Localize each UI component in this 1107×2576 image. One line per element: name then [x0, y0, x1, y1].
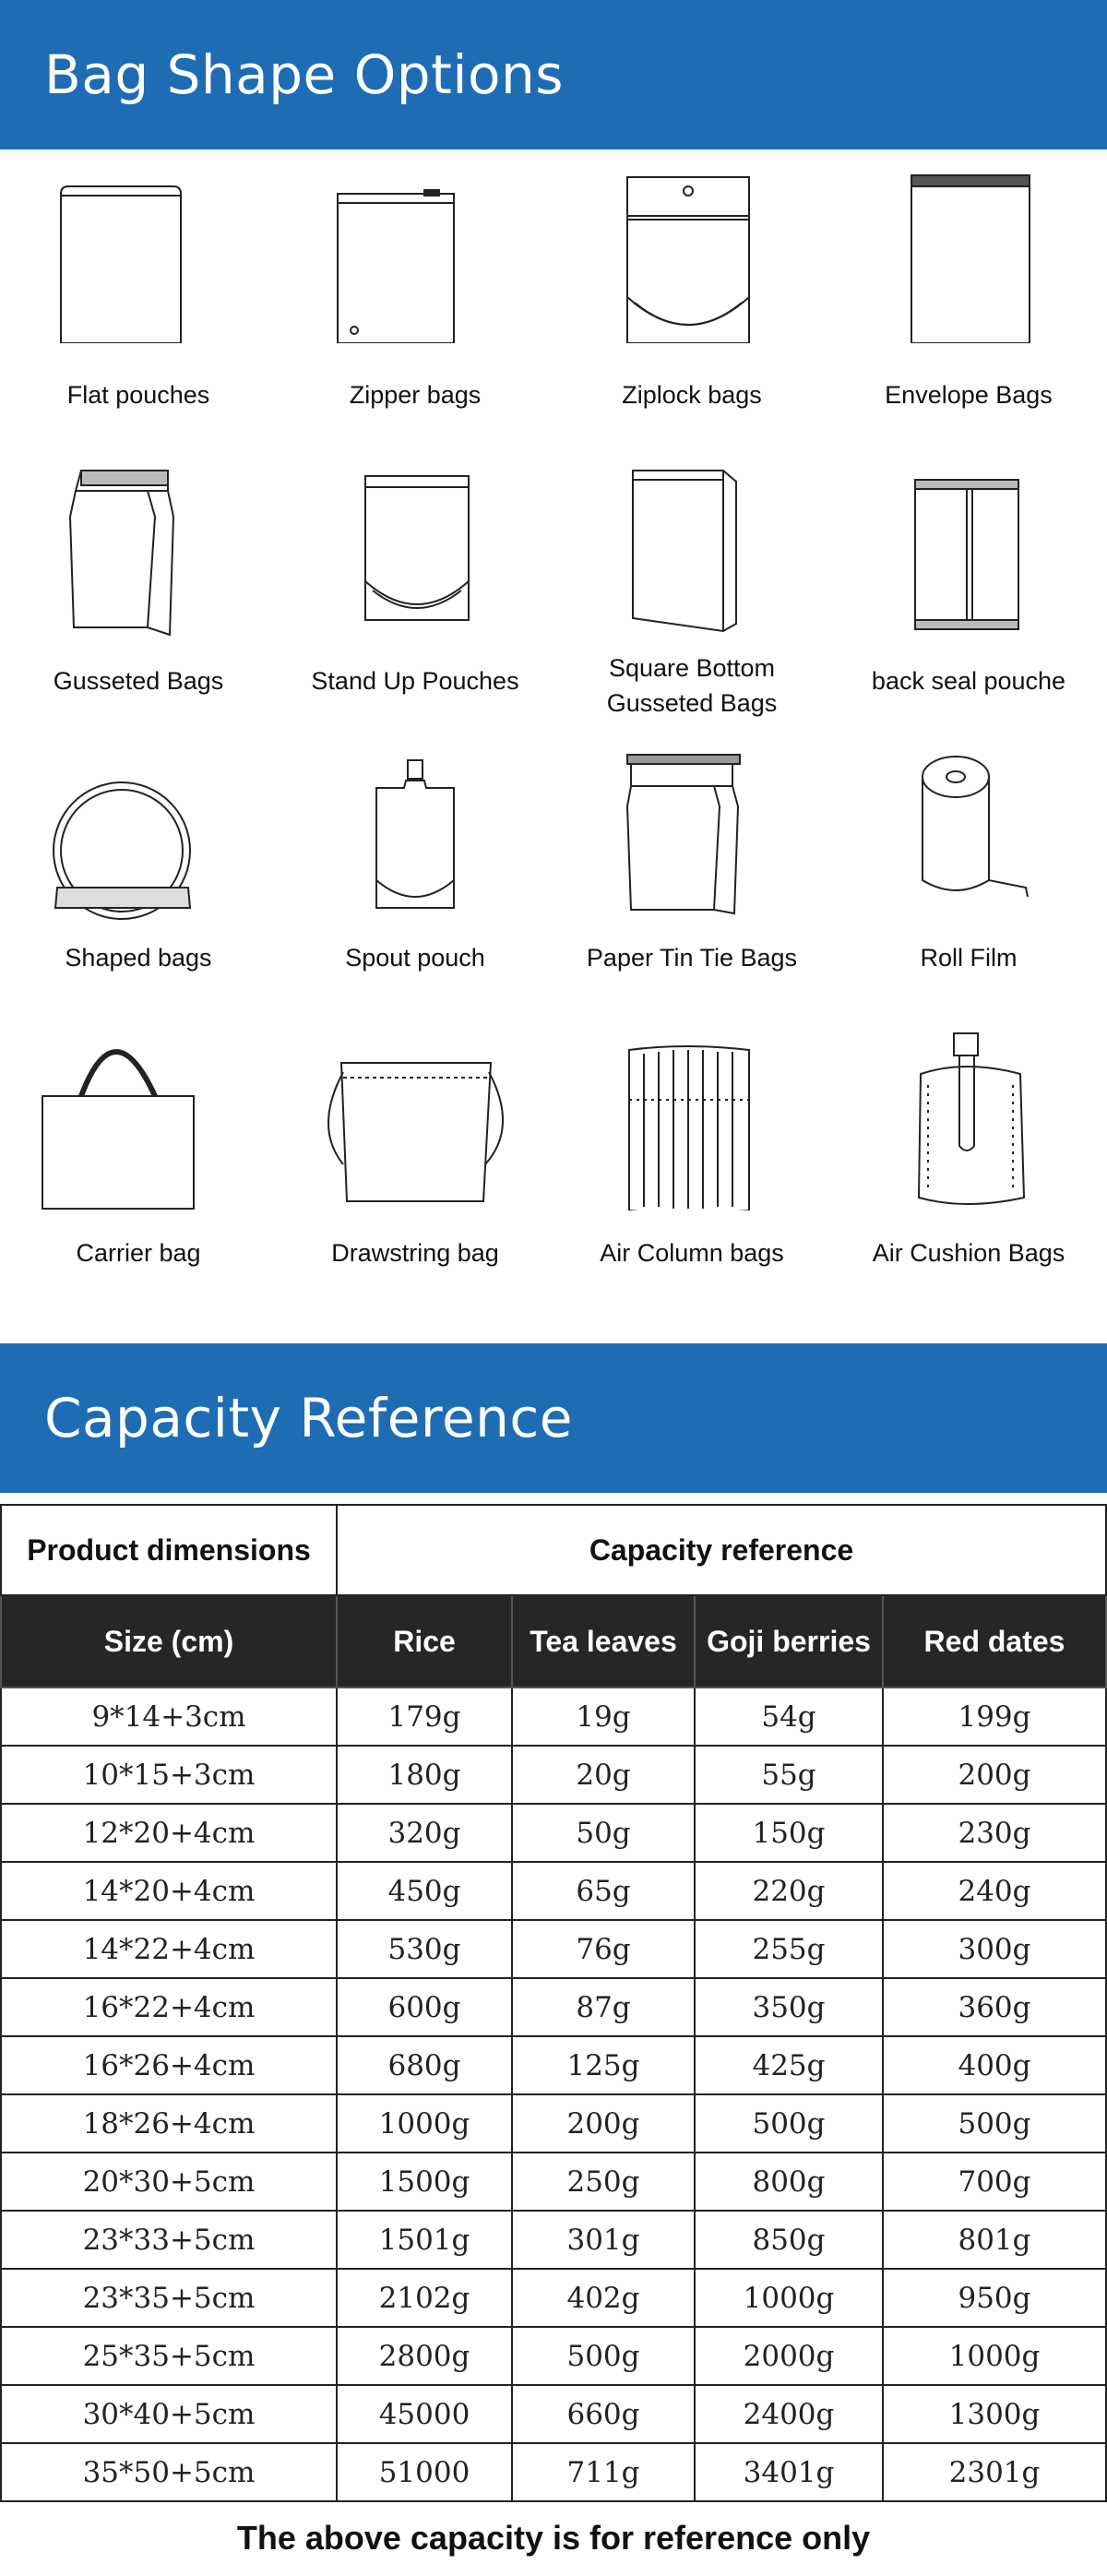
air-column-bag-icon — [554, 1017, 830, 1210]
table-cell: 9*14+3cm — [1, 1688, 337, 1746]
bag-shape-label: Gusseted Bags — [53, 667, 224, 695]
table-cell: 18*26+4cm — [1, 2094, 337, 2153]
capacity-title: Capacity Reference — [44, 1387, 573, 1449]
bag-shape-label: Carrier bag — [76, 1239, 201, 1267]
table-cell: 23*33+5cm — [1, 2211, 337, 2269]
table-cell: 51000 — [337, 2443, 512, 2501]
table-row — [1, 2211, 1106, 2269]
table-cell: 711g — [512, 2443, 695, 2501]
table-cell: 680g — [337, 2036, 512, 2094]
table-row — [1, 2153, 1106, 2211]
square-bottom-bag-icon — [554, 443, 830, 637]
table-row — [1, 1746, 1106, 1804]
table-cell: 850g — [695, 2211, 883, 2269]
bag-shape-label: Air Cushion Bags — [872, 1239, 1065, 1267]
table-cell: 1000g — [337, 2094, 512, 2153]
carrier-bag-icon — [0, 1017, 277, 1210]
bag-shape-label: Zipper bags — [349, 381, 482, 409]
table-row — [1, 2269, 1106, 2327]
back-seal-pouch-icon — [830, 443, 1107, 637]
table-cell: 76g — [512, 1920, 695, 1978]
table-cell: 125g — [512, 2036, 695, 2094]
table-cell: 179g — [337, 1688, 512, 1746]
bag-shape-label: Drawstring bag — [331, 1239, 499, 1267]
table-cell: 35*50+5cm — [1, 2443, 337, 2501]
column-header: Red dates — [883, 1595, 1106, 1688]
table-row — [1, 2327, 1106, 2385]
table-cell: 320g — [337, 1804, 512, 1862]
table-cell: 20*30+5cm — [1, 2153, 337, 2211]
bag-shape-label: Paper Tin Tie Bags — [586, 944, 798, 972]
table-cell: 530g — [337, 1920, 512, 1978]
bag-shape-label: Air Column bags — [600, 1239, 784, 1267]
bag-shape-label: Square Bottom Gusseted Bags — [606, 654, 778, 717]
bag-shape-label: Flat pouches — [66, 381, 210, 409]
table-cell: 500g — [695, 2094, 883, 2153]
table-cell: 199g — [883, 1688, 1106, 1746]
table-cell: 12*20+4cm — [1, 1804, 337, 1862]
table-cell: 3401g — [695, 2443, 883, 2501]
table-cell: 230g — [883, 1804, 1106, 1862]
table-cell: 300g — [883, 1920, 1106, 1978]
table-cell: 500g — [883, 2094, 1106, 2153]
table-row — [1, 1804, 1106, 1862]
table-row — [1, 2443, 1106, 2501]
bag-shape-grid — [0, 149, 1107, 1343]
bag-shape-label: Ziplock bags — [622, 381, 762, 409]
bag-shape-label: Stand Up Pouches — [311, 667, 519, 695]
roll-film-icon — [830, 733, 1107, 926]
column-header: Rice — [337, 1595, 512, 1688]
table-cell: 1501g — [337, 2211, 512, 2269]
table-cell: 255g — [695, 1920, 883, 1978]
envelope-bag-icon — [830, 149, 1107, 343]
table-cell: 25*35+5cm — [1, 2327, 337, 2385]
table-cell: 2400g — [695, 2385, 883, 2443]
table-cell: 500g — [512, 2327, 695, 2385]
bag-shape-label: back seal pouche — [871, 667, 1066, 695]
table-cell: 425g — [695, 2036, 883, 2094]
bag-shape-label: Envelope Bags — [885, 381, 1053, 409]
table-cell: 2800g — [337, 2327, 512, 2385]
bag-shape-banner — [0, 0, 1107, 149]
header-product-dimensions: Product dimensions — [1, 1505, 337, 1595]
table-cell: 14*20+4cm — [1, 1862, 337, 1920]
table-cell: 600g — [337, 1978, 512, 2036]
capacity-table-body — [1, 1688, 1106, 2501]
bag-shape-label: Shaped bags — [65, 944, 212, 972]
table-cell: 250g — [512, 2153, 695, 2211]
table-cell: 14*22+4cm — [1, 1920, 337, 1978]
table-cell: 45000 — [337, 2385, 512, 2443]
header-capacity-reference: Capacity reference — [337, 1505, 1106, 1595]
table-cell: 400g — [883, 2036, 1106, 2094]
tin-tie-bag-icon — [554, 733, 830, 926]
shaped-bag-icon — [0, 733, 277, 926]
table-cell: 240g — [883, 1862, 1106, 1920]
table-cell: 2102g — [337, 2269, 512, 2327]
table-cell: 55g — [695, 1746, 883, 1804]
table-cell: 16*26+4cm — [1, 2036, 337, 2094]
table-cell: 50g — [512, 1804, 695, 1862]
table-cell: 16*22+4cm — [1, 1978, 337, 2036]
table-cell: 180g — [337, 1746, 512, 1804]
table-cell: 19g — [512, 1688, 695, 1746]
table-cell: 20g — [512, 1746, 695, 1804]
table-row — [1, 1688, 1106, 1746]
bag-shape-label: Roll Film — [920, 944, 1018, 972]
table-cell: 700g — [883, 2153, 1106, 2211]
table-cell: 87g — [512, 1978, 695, 2036]
table-cell: 1000g — [883, 2327, 1106, 2385]
bag-shape-title: Bag Shape Options — [44, 43, 564, 106]
table-cell: 54g — [695, 1688, 883, 1746]
table-cell: 30*40+5cm — [1, 2385, 337, 2443]
ziplock-bag-icon — [554, 149, 830, 343]
table-cell: 350g — [695, 1978, 883, 2036]
air-cushion-bag-icon — [830, 1017, 1107, 1210]
table-row — [1, 2385, 1106, 2443]
table-cell: 1000g — [695, 2269, 883, 2327]
table-row — [1, 1978, 1106, 2036]
capacity-banner — [0, 1343, 1107, 1493]
table-cell: 1300g — [883, 2385, 1106, 2443]
table-cell: 200g — [883, 1746, 1106, 1804]
table-cell: 800g — [695, 2153, 883, 2211]
table-row — [1, 1920, 1106, 1978]
table-cell: 10*15+3cm — [1, 1746, 337, 1804]
table-cell: 23*35+5cm — [1, 2269, 337, 2327]
table-cell: 220g — [695, 1862, 883, 1920]
gusseted-bag-icon — [0, 443, 277, 637]
bag-shape-label: Spout pouch — [345, 944, 485, 972]
table-cell: 450g — [337, 1862, 512, 1920]
table-cell: 200g — [512, 2094, 695, 2153]
flat-pouch-icon — [0, 149, 277, 343]
table-cell: 360g — [883, 1978, 1106, 2036]
table-cell: 65g — [512, 1862, 695, 1920]
column-header: Size (cm) — [1, 1595, 337, 1688]
table-cell: 801g — [883, 2211, 1106, 2269]
column-header: Tea leaves — [512, 1595, 695, 1688]
table-row — [1, 2036, 1106, 2094]
table-row — [1, 1862, 1106, 1920]
table-cell: 950g — [883, 2269, 1106, 2327]
spout-pouch-icon — [277, 733, 554, 926]
table-row — [1, 2094, 1106, 2153]
table-cell: 150g — [695, 1804, 883, 1862]
table-cell: 1500g — [337, 2153, 512, 2211]
table-cell: 2000g — [695, 2327, 883, 2385]
drawstring-bag-icon — [277, 1017, 554, 1210]
capacity-footnote: The above capacity is for reference only — [236, 2519, 871, 2557]
stand-up-pouch-icon — [277, 443, 554, 637]
column-header: Goji berries — [695, 1595, 883, 1688]
zipper-bag-icon — [277, 149, 554, 343]
table-cell: 2301g — [883, 2443, 1106, 2501]
table-cell: 301g — [512, 2211, 695, 2269]
table-cell: 660g — [512, 2385, 695, 2443]
table-cell: 402g — [512, 2269, 695, 2327]
capacity-table — [0, 1504, 1107, 2502]
